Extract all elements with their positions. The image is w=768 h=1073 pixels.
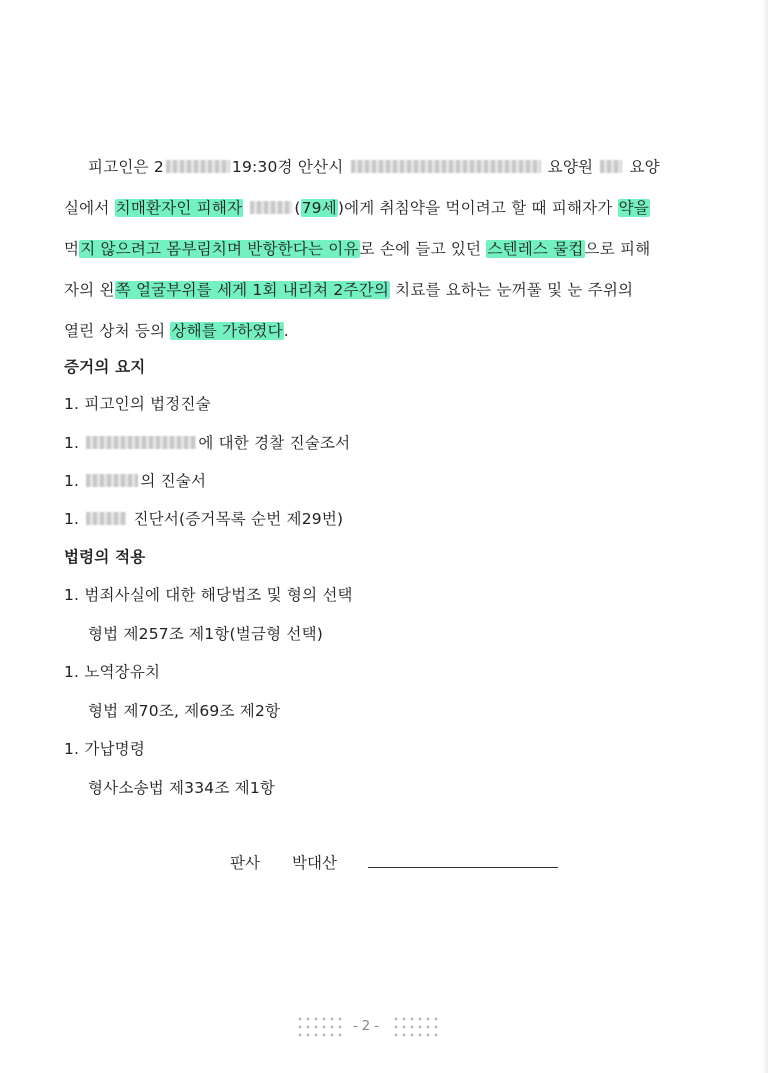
page-number-area: [296, 1015, 436, 1041]
law-item-3: 1. 가납명령: [64, 740, 146, 758]
redacted-victim-name: [250, 201, 292, 214]
seal-dots-right: [392, 1015, 440, 1041]
redacted-name: [86, 436, 196, 449]
signature-line: [368, 867, 558, 868]
law-item-2: 1. 노역장유치: [64, 663, 161, 681]
law-item-3-detail: 형사소송법 제334조 제1항: [88, 779, 276, 797]
redacted-name: [86, 512, 126, 525]
redacted-address: [351, 160, 541, 173]
law-item-2-detail: 형법 제70조, 제69조 제2항: [88, 702, 281, 720]
facts-line-5: 열린 상처 등의 상해를 가하였다.: [64, 322, 289, 340]
redacted-name: [86, 474, 138, 487]
judge-name: 박대산: [292, 854, 337, 872]
evidence-item-2: 1. 에 대한 경찰 진술조서: [64, 434, 351, 452]
scan-edge: [762, 0, 768, 1073]
law-item-1-detail: 형법 제257조 제1항(벌금형 선택): [88, 625, 324, 643]
judge-title: 판사: [230, 854, 260, 872]
facts-line-4: 자의 왼쪽 얼굴부위를 세게 1회 내리쳐 2주간의 치료를 요하는 눈꺼풀 및 눈 주위의: [64, 281, 634, 299]
evidence-item-1: 1. 피고인의 법정진술: [64, 395, 211, 413]
facts-line-3: 먹지 않으려고 몸부림치며 반항한다는 이유로 손에 들고 있던 스텐레스 물컵으로 피해: [64, 240, 651, 258]
law-heading: 법령의 적용: [64, 548, 146, 566]
law-item-1: 1. 범죄사실에 대한 해당법조 및 형의 선택: [64, 586, 353, 604]
evidence-item-4: 1. 진단서(증거목록 순번 제29번): [64, 510, 344, 528]
evidence-heading: 증거의 요지: [64, 358, 146, 376]
redacted-date: [166, 160, 230, 173]
facts-line-1: 피고인은 2 19:30경 안산시 요양원 요양: [88, 158, 660, 176]
redacted-room: [600, 160, 622, 173]
seal-dots-left: [296, 1015, 344, 1041]
evidence-item-3: 1. 의 진술서: [64, 472, 207, 490]
page-number: - 2 -: [353, 1019, 379, 1034]
facts-line-2: 실에서 치매환자인 피해자 (79세)에게 취침약을 먹이려고 할 때 피해자가 약을: [64, 199, 649, 217]
